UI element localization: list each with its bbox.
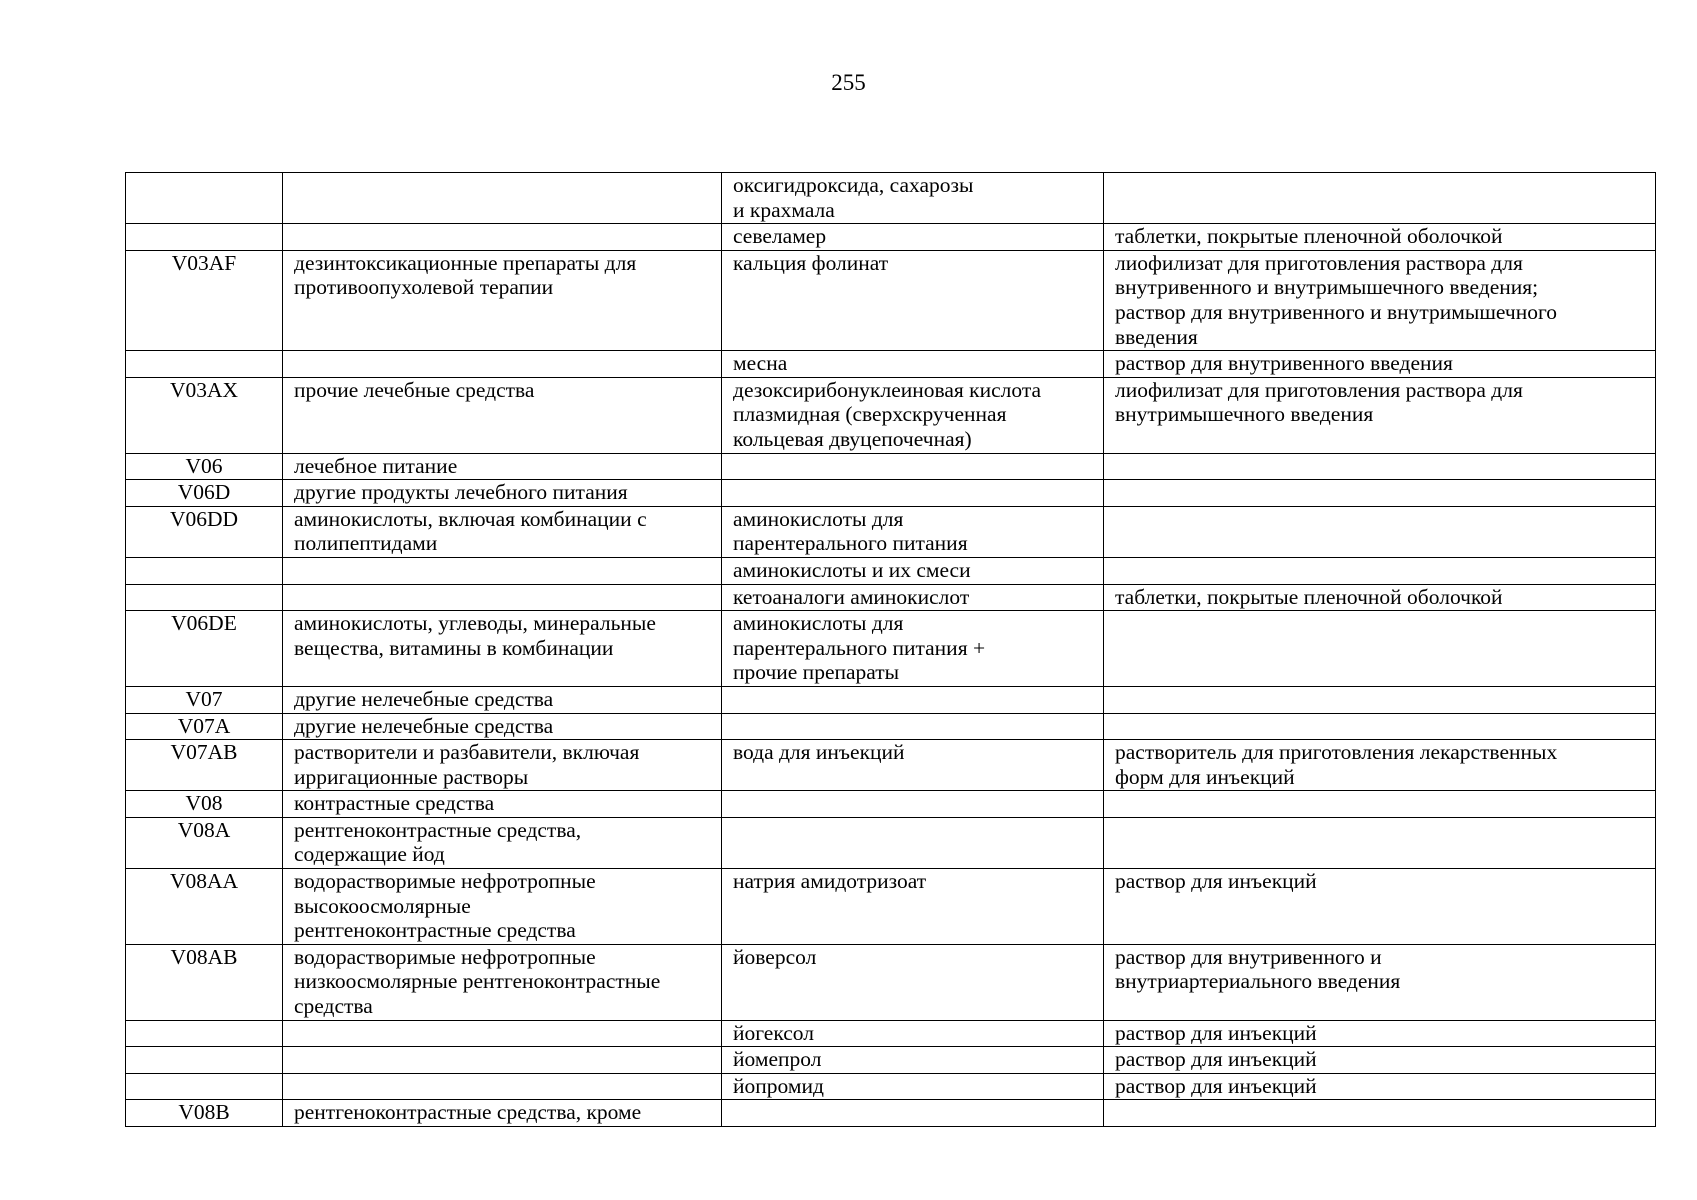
atc-code-cell [126, 611, 283, 687]
atc-code-cell [126, 869, 283, 945]
atc-code: V06DD [169, 506, 239, 531]
group-text-line: высокоосмолярные [294, 893, 471, 918]
group-text-line: рентгеноконтрастные средства, [294, 817, 582, 842]
atc-code-cell [126, 1100, 283, 1127]
drug-text-line: дезоксирибонуклеиновая кислота [733, 377, 1042, 402]
drug-text-line: аминокислоты и их смеси [733, 557, 971, 582]
drug-name-cell [722, 1073, 1104, 1100]
table-row [126, 1020, 1656, 1047]
form-text-line: внутриартериального введения [1115, 969, 1401, 994]
group-text-line: содержащие йод [294, 842, 445, 867]
dosage-form-cell [1104, 817, 1656, 868]
table-row [126, 224, 1656, 251]
dosage-form-cell [1104, 1100, 1656, 1127]
table-row [126, 740, 1656, 791]
dosage-form-cell [1104, 1047, 1656, 1074]
table-row [126, 506, 1656, 557]
atc-code-cell [126, 944, 283, 1020]
dosage-form-cell [1104, 480, 1656, 507]
dosage-form-cell [1104, 453, 1656, 480]
table-row [126, 611, 1656, 687]
form-text-line: внутривенного и внутримышечного введения; [1115, 275, 1539, 300]
table-row [126, 173, 1656, 224]
atc-code-cell [126, 817, 283, 868]
form-text-line: раствор для инъекций [1115, 1073, 1317, 1098]
group-text-line: растворители и разбавители, включая [294, 740, 640, 765]
atc-code-cell [126, 584, 283, 611]
atc-code: V08 [185, 791, 223, 816]
table-row [126, 584, 1656, 611]
atc-code-cell [126, 506, 283, 557]
drug-name-cell [722, 817, 1104, 868]
dosage-form-cell [1104, 584, 1656, 611]
atc-code-cell [126, 791, 283, 818]
drug-name-cell [722, 377, 1104, 453]
drug-text-line: парентерального питания [733, 531, 968, 556]
form-text-line: растворитель для приготовления лекарственных [1115, 740, 1558, 765]
group-text-line: вещества, витамины в комбинации [294, 635, 614, 660]
drug-text-line: и крахмала [733, 197, 835, 222]
table-row [126, 480, 1656, 507]
group-text-line: полипептидами [294, 531, 438, 556]
group-name-cell [283, 1047, 722, 1074]
atc-code: V07A [177, 713, 231, 738]
group-text-line: другие нелечебные средства [294, 686, 554, 711]
drug-name-cell [722, 686, 1104, 713]
drug-text-line: йогексол [733, 1020, 814, 1045]
atc-code-cell [126, 351, 283, 378]
atc-code: V07AB [170, 740, 238, 765]
dosage-form-cell [1104, 869, 1656, 945]
drug-name-cell [722, 1020, 1104, 1047]
table-row [126, 1047, 1656, 1074]
group-text-line: водорастворимые нефротропные [294, 869, 596, 894]
atc-code: V03AF [171, 250, 237, 275]
group-name-cell [283, 791, 722, 818]
dosage-form-cell [1104, 377, 1656, 453]
drug-name-cell [722, 713, 1104, 740]
table-row [126, 377, 1656, 453]
drug-text-line: аминокислоты для [733, 506, 904, 531]
group-text-line: водорастворимые нефротропные [294, 944, 596, 969]
drug-text-line: кетоаналоги аминокислот [733, 584, 970, 609]
atc-code-cell [126, 224, 283, 251]
atc-code-cell [126, 1073, 283, 1100]
table-row [126, 944, 1656, 1020]
table-row [126, 453, 1656, 480]
group-text-line: дезинтоксикационные препараты для [294, 250, 637, 275]
group-text-line: аминокислоты, углеводы, минеральные [294, 611, 656, 636]
drug-name-cell [722, 506, 1104, 557]
dosage-form-cell [1104, 713, 1656, 740]
table-row [126, 351, 1656, 378]
form-text-line: раствор для внутривенного и [1115, 944, 1382, 969]
dosage-form-cell [1104, 791, 1656, 818]
group-name-cell [283, 686, 722, 713]
table-row [126, 713, 1656, 740]
drug-name-cell [722, 1047, 1104, 1074]
group-name-cell [283, 611, 722, 687]
group-text-line: рентгеноконтрастные средства [294, 918, 576, 943]
drug-text-line: йопромид [733, 1073, 824, 1098]
group-text-line: низкоосмолярные рентгеноконтрастные [294, 969, 661, 994]
form-text-line: раствор для инъекций [1115, 1020, 1317, 1045]
group-text-line: аминокислоты, включая комбинации с [294, 506, 647, 531]
drug-text-line: йомепрол [733, 1047, 822, 1072]
atc-code: V06 [185, 453, 223, 478]
atc-code-cell [126, 713, 283, 740]
drug-text-line: аминокислоты для [733, 611, 904, 636]
drug-text-line: парентерального питания + [733, 635, 986, 660]
drug-name-cell [722, 351, 1104, 378]
drug-text-line: кольцевая двуцепочечная) [733, 426, 972, 451]
dosage-form-cell [1104, 611, 1656, 687]
form-text-line: лиофилизат для приготовления раствора для [1115, 250, 1523, 275]
group-name-cell [283, 506, 722, 557]
group-name-cell [283, 173, 722, 224]
group-name-cell [283, 250, 722, 350]
drug-name-cell [722, 584, 1104, 611]
group-text-line: средства [294, 994, 373, 1019]
drug-text-line: вода для инъекций [733, 740, 905, 765]
drug-text-line: натрия амидотризоат [733, 869, 927, 894]
atc-code-cell [126, 740, 283, 791]
atc-code: V06D [177, 480, 231, 505]
group-text-line: другие нелечебные средства [294, 713, 554, 738]
group-name-cell [283, 480, 722, 507]
atc-code: V08A [177, 817, 231, 842]
group-name-cell [283, 817, 722, 868]
form-text-line: таблетки, покрытые пленочной оболочкой [1115, 584, 1503, 609]
form-text-line: раствор для инъекций [1115, 1047, 1317, 1072]
form-text-line: введения [1115, 324, 1198, 349]
group-text-line: прочие лечебные средства [294, 377, 535, 402]
dosage-form-cell [1104, 173, 1656, 224]
dosage-form-cell [1104, 224, 1656, 251]
form-text-line: раствор для внутривенного введения [1115, 351, 1453, 376]
atc-code-cell [126, 1020, 283, 1047]
drug-name-cell [722, 173, 1104, 224]
atc-code: V08B [178, 1100, 230, 1125]
form-text-line: внутримышечного введения [1115, 402, 1374, 427]
drug-text-line: севеламер [733, 224, 827, 249]
dosage-form-cell [1104, 740, 1656, 791]
drug-name-cell [722, 1100, 1104, 1127]
atc-code-cell [126, 1047, 283, 1074]
table-body [126, 173, 1656, 1127]
group-text-line: рентгеноконтрастные средства, кроме [294, 1100, 642, 1125]
drug-name-cell [722, 224, 1104, 251]
form-text-line: таблетки, покрытые пленочной оболочкой [1115, 224, 1503, 249]
drug-name-cell [722, 480, 1104, 507]
dosage-form-cell [1104, 250, 1656, 350]
form-text-line: раствор для внутривенного и внутримышечного [1115, 299, 1558, 324]
atc-code: V08AB [170, 944, 238, 969]
group-text-line: лечебное питание [294, 453, 458, 478]
dosage-form-cell [1104, 1020, 1656, 1047]
group-name-cell [283, 351, 722, 378]
drug-text-line: месна [733, 351, 788, 376]
table-row [126, 791, 1656, 818]
group-name-cell [283, 377, 722, 453]
group-name-cell [283, 557, 722, 584]
drug-table [125, 172, 1656, 1127]
drug-text-line: прочие препараты [733, 660, 900, 685]
drug-name-cell [722, 453, 1104, 480]
page-number: 255 [831, 70, 866, 95]
group-name-cell [283, 1100, 722, 1127]
drug-name-cell [722, 611, 1104, 687]
dosage-form-cell [1104, 506, 1656, 557]
drug-name-cell [722, 944, 1104, 1020]
atc-code: V07 [185, 686, 223, 711]
drug-text-line: оксигидроксида, сахарозы [733, 173, 974, 197]
atc-code: V08AA [169, 869, 239, 894]
dosage-form-cell [1104, 686, 1656, 713]
group-name-cell [283, 944, 722, 1020]
group-name-cell [283, 1073, 722, 1100]
atc-code-cell [126, 377, 283, 453]
group-text-line: другие продукты лечебного питания [294, 480, 628, 505]
drug-name-cell [722, 250, 1104, 350]
table-row [126, 817, 1656, 868]
group-text-line: контрастные средства [294, 791, 495, 816]
group-name-cell [283, 713, 722, 740]
dosage-form-cell [1104, 944, 1656, 1020]
atc-code-cell [126, 250, 283, 350]
drug-text-line: плазмидная (сверхскрученная [733, 402, 1007, 427]
group-name-cell [283, 224, 722, 251]
dosage-form-cell [1104, 1073, 1656, 1100]
atc-code-cell [126, 686, 283, 713]
drug-name-cell [722, 740, 1104, 791]
atc-code: V06DE [171, 611, 237, 636]
table-row [126, 869, 1656, 945]
group-text-line: ирригационные растворы [294, 764, 529, 789]
group-name-cell [283, 869, 722, 945]
form-text-line: форм для инъекций [1115, 764, 1295, 789]
atc-code: V03AX [169, 377, 239, 402]
drug-name-cell [722, 791, 1104, 818]
atc-code-cell [126, 453, 283, 480]
table-row [126, 557, 1656, 584]
group-name-cell [283, 584, 722, 611]
atc-code-cell [126, 173, 283, 224]
table-row [126, 686, 1656, 713]
drug-name-cell [722, 869, 1104, 945]
form-text-line: раствор для инъекций [1115, 869, 1317, 894]
group-name-cell [283, 740, 722, 791]
table-row [126, 1073, 1656, 1100]
group-text-line: противоопухолевой терапии [294, 275, 554, 300]
atc-code-cell [126, 557, 283, 584]
dosage-form-cell [1104, 557, 1656, 584]
drug-text-line: кальция фолинат [733, 250, 889, 275]
table-row [126, 1100, 1656, 1127]
drug-text-line: йоверсол [733, 944, 817, 969]
drug-name-cell [722, 557, 1104, 584]
group-name-cell [283, 453, 722, 480]
atc-code-cell [126, 480, 283, 507]
group-name-cell [283, 1020, 722, 1047]
form-text-line: лиофилизат для приготовления раствора для [1115, 377, 1523, 402]
dosage-form-cell [1104, 351, 1656, 378]
table-row [126, 250, 1656, 350]
